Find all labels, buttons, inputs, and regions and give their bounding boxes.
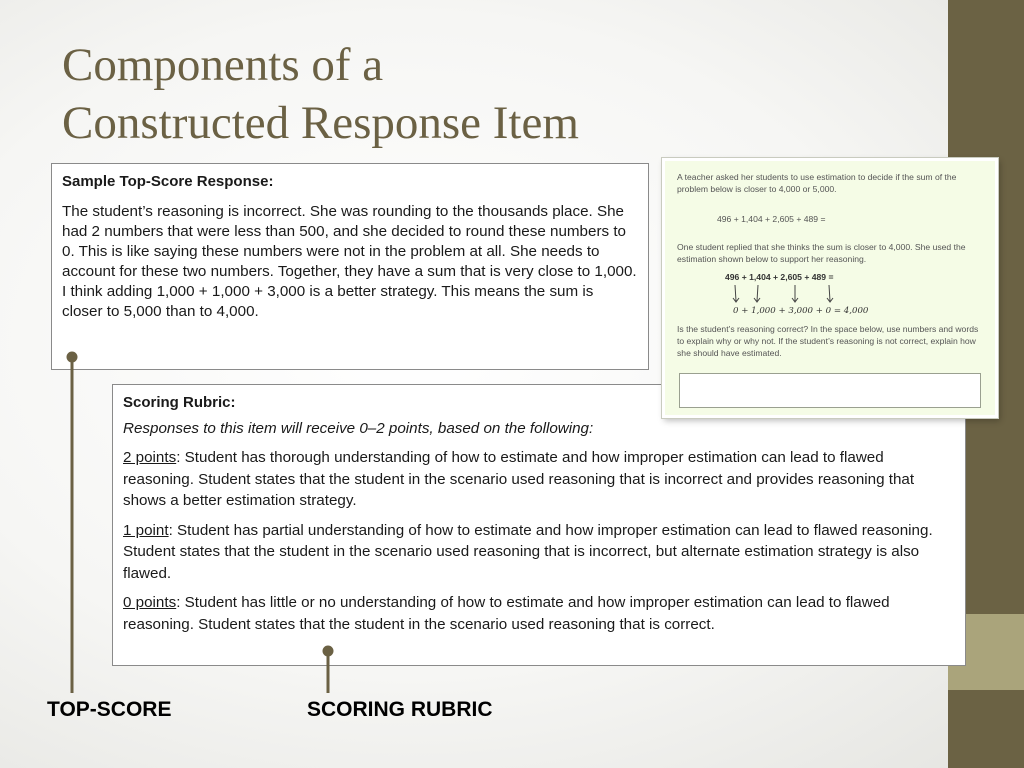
top-score-leader-dot	[68, 353, 76, 361]
scoring-rubric-label: SCORING RUBRIC	[307, 698, 493, 721]
top-score-label: TOP-SCORE	[47, 698, 172, 721]
item-question: Is the student’s reasoning correct? In the space below, use numbers and words to explain why or why not. If the student’s reasoning is not correct, explain how she should have estimated.	[677, 324, 979, 358]
title-line-2: Constructed Response Item	[62, 97, 579, 149]
rubric-level-text: : Student has partial understanding of how to estimate and how improper estimation can lead to flawed reasoning. Student states that the student in the scenario used reasoning that is incorrect, but alternate estimation strategy is also flawed.	[123, 521, 933, 582]
item-student-reply: One student replied that she thinks the sum is closer to 4,000. She used the estimation shown below to support her reasoning.	[677, 242, 966, 264]
scoring-rubric-intro: Responses to this item will receive 0–2 points, based on the following:	[123, 419, 594, 437]
sample-response-text: The student’s reasoning is incorrect. She was rounding to the thousands place. She had 2 numbers that were less than 500, and she decided to round these numbers to 0. This is like saying these numbers were not in the problem at all. She needs to account for these two numbers. Together, they have a sum that is very close to 1,000. I think adding 1,000 + 1,000 + 3,000 is a better strategy. This means the sum is closer to 5,000 than to 4,000.	[62, 203, 637, 320]
sample-response-heading: Sample Top-Score Response:	[62, 173, 274, 190]
scoring-rubric-leader-dot	[324, 647, 332, 655]
rubric-level-points: 1 point	[123, 521, 169, 539]
rubric-level-points: 0 points	[123, 594, 177, 611]
item-prompt: A teacher asked her students to use estimation to decide if the sum of the problem below is closer to 4,000 or 5,000.	[677, 172, 957, 194]
title-line-1: Components of a	[62, 39, 384, 91]
rubric-level-text: : Student has little or no understanding of how to estimate and how improper estimation can lead to flawed reasoning. Student states that the student in the scenario used reasoning that is correct.	[123, 594, 890, 633]
scoring-rubric-heading: Scoring Rubric:	[123, 394, 236, 411]
rubric-level-text: : Student has thorough understanding of how to estimate and how improper estimation can lead to flawed reasoning. Student states that the student in the scenario used reasoning that is incorrect and provides reasoning that shows a better estimation strategy.	[123, 449, 915, 509]
rubric-level-points: 2 points	[123, 449, 177, 466]
item-equation: 496 + 1,404 + 2,605 + 489 =	[717, 214, 826, 224]
item-handwritten-estimate: 0 + 1,000 + 3,000 + 0 = 4,000	[733, 306, 869, 316]
item-equation-bold: 496 + 1,404 + 2,605 + 489 =	[725, 272, 834, 282]
